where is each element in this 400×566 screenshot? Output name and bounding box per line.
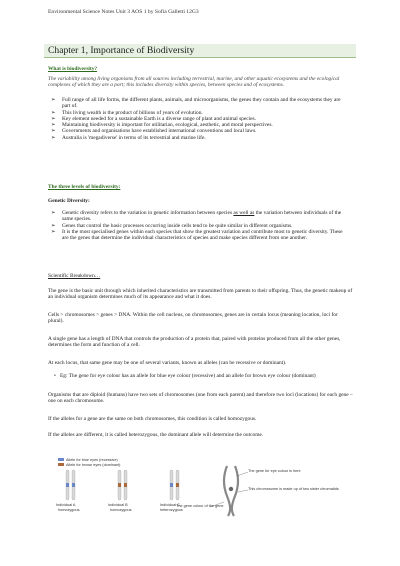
- homozygous-paragraph: If the alleles for a gene are the same on both chromosomes, this condition is called homozygous.: [48, 416, 257, 422]
- alleles-diagram: [52, 456, 339, 518]
- diploid-paragraph: Organisms that are diploid (humans) have two sets of chromosomes (one from each parent) and therefore two loci (locations) for each gene – one on each chromosome.: [48, 392, 353, 405]
- individual-a-type: homozygous: [58, 508, 80, 512]
- breakdown-heading: Scientific Breakdown…: [48, 273, 101, 279]
- chromatid-label: This chromosome is made up of two sister chromatids: [248, 487, 339, 491]
- arrow-icon: ➢: [51, 134, 56, 141]
- individual-a-label: Individual A: [56, 503, 76, 507]
- arrow-icon: ➢: [51, 115, 56, 122]
- definition-paragraph: The variability among living organisms from all sources including terrestrial, marine, and other aquatic ecosystems and the ecological complexes of which they are a part; this includes diversity within species, between species and of ecosystems.: [48, 76, 340, 89]
- individual-b-type: homozygous: [110, 508, 132, 512]
- individual-a-chromosomes: [66, 470, 75, 500]
- individual-c-type: heterozygous: [160, 508, 183, 512]
- individual-b-label: Individual B: [108, 503, 128, 507]
- arrow-icon: ➢: [51, 210, 56, 216]
- genetic-bullets: [48, 210, 348, 241]
- levels-heading: The three levels of biodiversity:: [48, 184, 121, 190]
- list-item: ➢ Governments and organisations have established international conventions and local laws.: [51, 128, 257, 135]
- individual-c-chromosomes: [170, 470, 179, 500]
- list-item: ➢ Full range of all life forms, the different plants, animals, and microorganisms, the genes they contain and the ecosystems they are part of.: [51, 97, 341, 110]
- heterozygous-paragraph: If the alleles are different, it is called heterozygous, the dominant allele will determine the outcome.: [48, 432, 264, 438]
- list-item: ➢ Australia is 'megadiverse' in terms of its terrestrial and marine life.: [51, 134, 206, 141]
- genetic-diversity-heading: Genetic Diversity:: [48, 198, 90, 204]
- legend-swatch-blue: [58, 458, 64, 461]
- legend-blue-label: Allele for blue eyes (recessive): [66, 457, 118, 462]
- arrow-icon: ➢: [51, 97, 56, 103]
- arrow-icon: ➢: [51, 109, 56, 116]
- individual-c-label: Individual C: [160, 503, 180, 507]
- list-item: ➢ It is the most specialised genes within each species that show the greatest variation and contribute most to genetic diversity. These are the genes that determine the individual characteristics of species and make species different from one another.: [51, 228, 343, 242]
- arrow-icon: ➢: [51, 128, 56, 135]
- gene-location-label: The gene for eye colour is here: [248, 469, 301, 473]
- arrow-icon: ➢: [51, 222, 56, 229]
- cells-paragraph: Cells > chromosomes > genes > DNA. Within the cell nucleus, on chromosomes, genes are in certain locus (meaning location, loci for plural).: [48, 312, 338, 325]
- list-item: ➢ This living wealth is the product of billions of years of evolution.: [51, 109, 203, 116]
- bullet-dot-icon: •: [54, 373, 56, 379]
- what-is-bullets: [48, 97, 348, 141]
- legend-brown-label: Allele for brown eyes (dominant): [66, 462, 121, 467]
- list-item: ➢ Genes that control the basic processes occurring inside cells tend to be quite similar in different organisms.: [51, 222, 293, 229]
- list-item: ➢ Maintaining biodiversity is important for utilitarian, ecological, aesthetic, and moral perspectives.: [51, 122, 273, 129]
- chromosome-illustration: [210, 466, 248, 516]
- eye-colour-example: • Eg: The gene for eye colour has an allele for blue eye colour (recessive) and an allele for brown eye colour (dominant): [54, 373, 316, 379]
- gene-colour-label: The gene colour of the gene: [176, 504, 224, 508]
- individual-b-chromosomes: [118, 470, 127, 500]
- arrow-icon: ➢: [51, 122, 56, 129]
- legend-swatch-brown: [58, 463, 64, 466]
- what-is-heading: What is biodiversity?: [48, 66, 98, 72]
- arrow-icon: ➢: [51, 228, 56, 235]
- chapter-title: Chapter 1, Importance of Biodiversity: [48, 45, 195, 56]
- locus-paragraph: At each locus, that same gene may be one of several variants, known as alleles (can be recessive or dominant).: [48, 360, 287, 366]
- page-header: Environmental Science Notes Unit 3 AOS 1 by Sofia Galletti 12G3: [48, 9, 199, 15]
- list-item: ➢ Genetic diversity refers to the variation in genetic information between species as well as the variation between individuals of the same species.: [51, 210, 342, 223]
- single-gene-paragraph: A single gene has a length of DNA that controls the production of a protein that, paired with proteins produced from all the other genes, determines the form and function of a cell.: [48, 336, 341, 349]
- gene-paragraph: The gene is the basic unit through which inherited characteristics are transmitted from parents to their offspring. Thus, the genetic makeup of an individual organism determines much of its appearance and what it does.: [48, 288, 353, 301]
- list-item: ➢ Key element needed for a sustainable Earth is a diverse range of plant and animal species.: [51, 115, 256, 122]
